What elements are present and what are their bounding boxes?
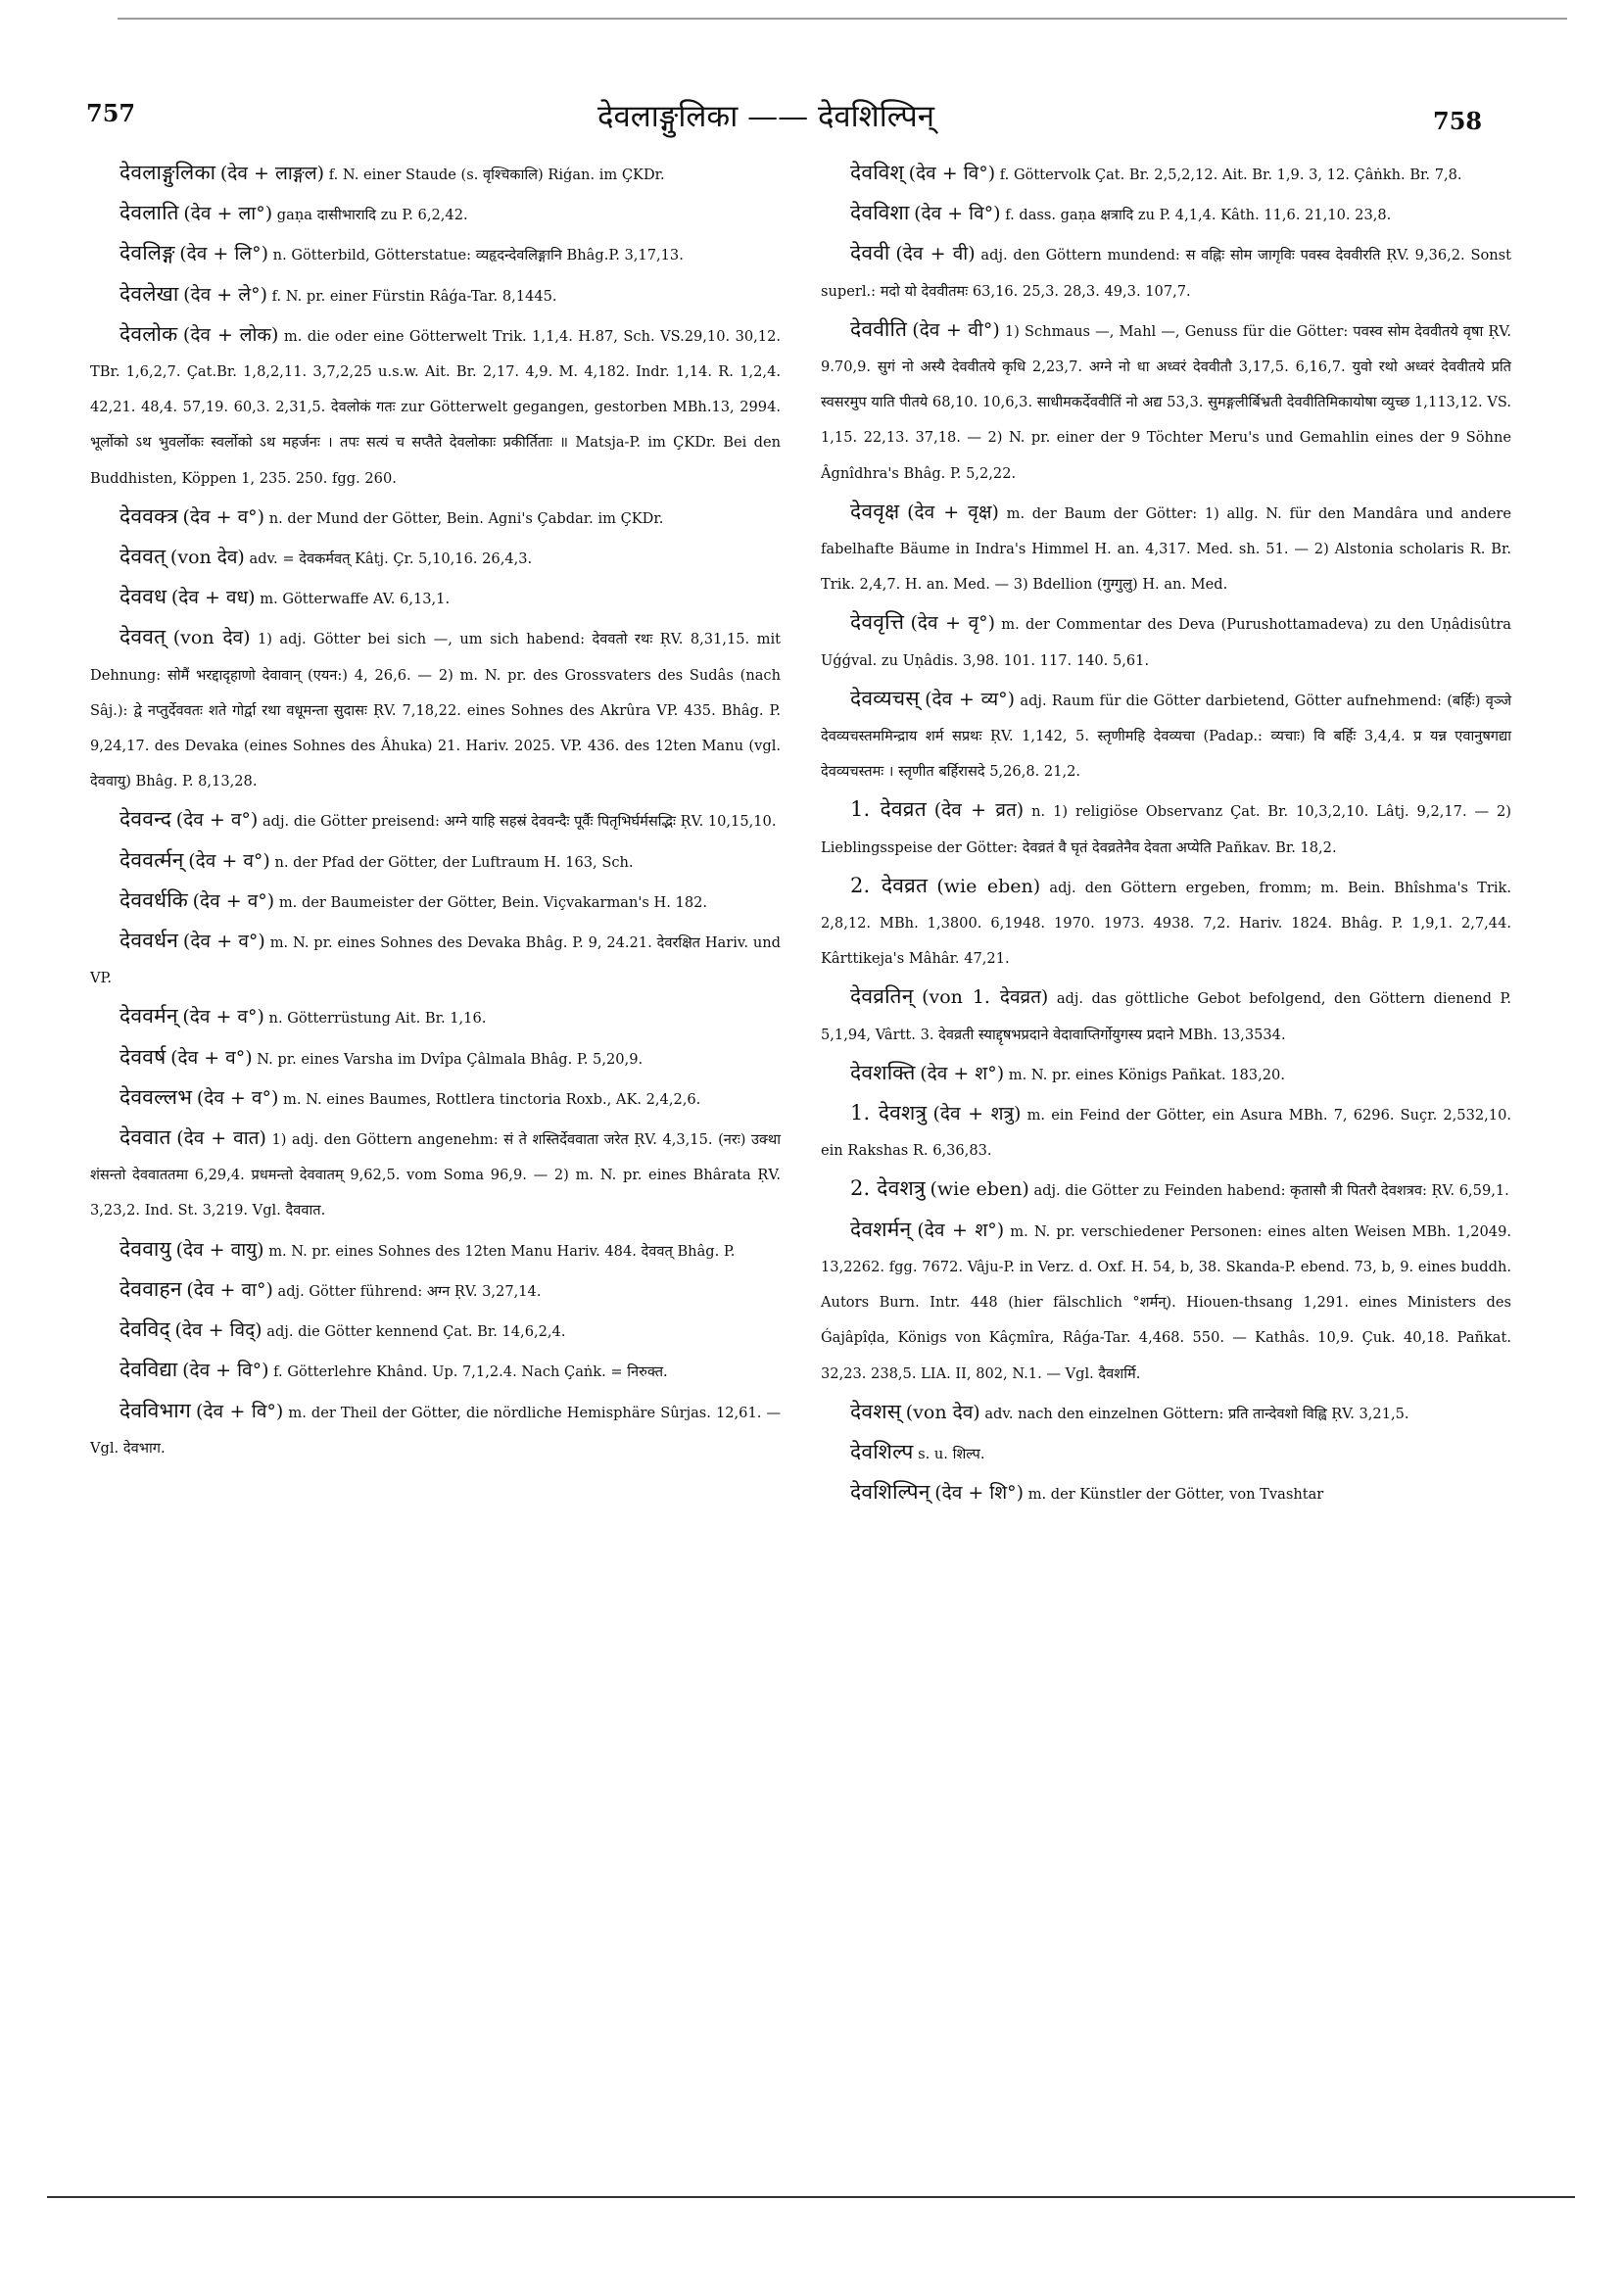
entry-headword: देववर्धकि — [119, 887, 188, 912]
entry-headword: देवविश् — [850, 161, 905, 184]
entry-definition: m. der Commentar des Deva (Purushottamadeva) zu den Uṇâdisûtra Uǵǵval. zu Uṇâdis. 3,98. 101. 117. 140. 5,61. — [821, 616, 1511, 669]
entry-etymology: (देव + व°) — [188, 849, 270, 872]
entry-etymology: (von देव) — [905, 1401, 980, 1423]
right-page-number: 758 — [1433, 107, 1483, 135]
entry-headword: देववीति — [850, 316, 908, 341]
entry-definition: adj. den Göttern ergeben, fromm; m. Bein. Bhîshma's Trik. 2,8,12. MBh. 1,3800. 6,1948. 1970. 1973. 4938. 7,2. Hariv. 1824. Bhâg. P. 1,9,1. 2,7,44. Kârttikeja's Mâhâr. 47,21. — [821, 879, 1512, 968]
entry-definition: m. der Baum der Götter: 1) allg. N. für den Mandâra und andere fabelhafte Bäume in Indra's Himmel H. an. 4,317. Med. sh. 51. — 2) Alstonia scholaris R. Br. Trik. 2,4,7. H. an. Med. — 3) Bdellion (गुग्गुलु) H. an. Med. — [821, 504, 1512, 594]
dictionary-entry — [821, 195, 1511, 233]
entry-definition: 1) Schmaus —, Mahl —, Genuss für die Götter: पवस्व सोम देववीतये वृषा ṚV. 9.70,9. सुगं नो अस्यै देववीतये कृधि 2,23,7. अग्ने नो धा अध्वरं देववीतौ 3,17,5. 6,16,7. युवो रथो अध्वरं देववीतये प्रति स्वसरमुप याति पीतये 68,10. 10,6,3. साधीमकर्देववीतिं नो अद्य 53,3. सुमङ्गलीर्बिभ्रती देववीतिमिकायोषा व्युच्छ 1,113,12. VS. 1,15. 22,13. 37,18. — 2) N. pr. einer der 9 Töchter Meru's und Gemahlin eines der 9 Söhne Âgnîdhra's Bhâg. P. 5,2,22. — [821, 322, 1511, 482]
entry-etymology: (देव + शि°) — [934, 1482, 1025, 1505]
entry-headword: देववर्मन् — [119, 1004, 178, 1028]
dictionary-entry — [90, 998, 781, 1036]
entry-headword: देववक्त्र — [119, 503, 178, 528]
entry-etymology: (देव + वि°) — [914, 203, 1001, 225]
dictionary-entry — [90, 1231, 781, 1269]
dictionary-entry — [90, 276, 781, 314]
entry-etymology: (देव + ले°) — [183, 283, 267, 306]
entry-headword: देवव्यचस् — [850, 686, 920, 710]
entry-etymology: (देव + व्य°) — [925, 688, 1016, 710]
entry-etymology: (देव + वात) — [176, 1127, 266, 1150]
entry-headword: देववल्लभ — [119, 1084, 193, 1109]
entry-definition: f. Göttervolk Çat. Br. 2,5,2,12. Ait. Br. 1,9. 3, 12. Çâṅkh. Br. 7,8. — [999, 167, 1462, 183]
entry-definition: m. die oder eine Götterwelt Trik. 1,1,4. H.87, Sch. VS.29,10. 30,12. TBr. 1,6,2,7. Çat.Br. 1,8,2,11. 3,7,2,25 u.s.w. Ait. Br. 2,17. 4,9. M. 4,182. Indr. 1,14. R. 1,2,4. 42,21. 48,4. 57,19. 60,3. 2,31,5. देवलोकं गतः zur Götterwelt gegangen, gestorben MBh.13, 2994. भूर्लोको ऽथ भुवर्लोकः स्वर्लोको ऽथ महर्जनः । तपः सत्यं च सप्तैते देवलोकाः प्रकीर्तिताः ॥ Matsja-P. im ÇKDr. Bei den Buddhisten, Köppen 1, 235. 250. fgg. 260. — [90, 327, 782, 487]
entry-definition: gaṇa दासीभारादि zu P. 6,2,42. — [276, 207, 468, 224]
entry-definition: m. Götterwaffe AV. 6,13,1. — [260, 591, 451, 608]
entry-etymology: (von देव) — [172, 627, 251, 649]
dictionary-entry — [90, 235, 781, 273]
dictionary-entry — [821, 155, 1511, 193]
entry-headword: देववर्ष — [119, 1044, 167, 1069]
entry-etymology: (von देव) — [169, 547, 245, 569]
entry-definition: adj. das göttliche Gebot befolgend, den Göttern dienend P. 5,1,94, Vârtt. 3. देवव्रती स्याद्दृषभप्रदाने वेदावाप्तिर्गोयुगस्य प्रदाने MBh. 13,3534. — [821, 990, 1512, 1043]
entry-headword: देवलिङ्ग — [119, 241, 175, 265]
entry-headword: 2. देवशत्रु — [850, 1176, 926, 1201]
entry-etymology: (देव + व°) — [170, 1046, 253, 1069]
dictionary-entry — [821, 235, 1511, 309]
entry-etymology: (देव + वी) — [895, 243, 976, 265]
entry-etymology: (देव + व°) — [196, 1086, 279, 1109]
entry-headword: देववी — [850, 241, 890, 265]
entry-definition: f. dass. gaṇa क्षत्रादि zu P. 4,1,4. Kâth. 11,6. 21,10. 23,8. — [1005, 207, 1392, 224]
running-head: देवलाङ्गुलिका —— देवशिल्पिन् — [597, 99, 934, 134]
entry-etymology: (देव + व°) — [182, 1006, 264, 1028]
entry-headword: देवव्रतिन् — [850, 984, 914, 1009]
top-scan-edge — [118, 18, 1567, 20]
entry-etymology: (देव + श°) — [920, 1062, 1005, 1084]
entry-definition: f. N. einer Staude (s. वृश्चिकालि) Riǵan. im ÇKDr. — [328, 167, 665, 183]
entry-headword: देववन्द — [119, 807, 172, 832]
entry-headword: देवलेखा — [119, 281, 179, 306]
entry-headword: 1. देवव्रत — [850, 797, 927, 822]
entry-etymology: (देव + वायु) — [175, 1238, 264, 1261]
dictionary-entry — [90, 619, 781, 799]
entry-etymology: (देव + व्रत) — [933, 799, 1025, 822]
dictionary-entry — [821, 791, 1511, 865]
entry-headword: देवशस् — [850, 1399, 902, 1423]
entry-definition: adj. den Göttern mundend: स वह्निः सोम जागृविः पवस्व देववीरति ṚV. 9,36,2. Sonst superl.: मदो यो देववीतमः 63,16. 25,3. 28,3. 49,3. 107,7. — [821, 247, 1512, 300]
entry-definition: 1) adj. den Göttern angenehm: सं ते शस्तिर्देववाता जरेत ṚV. 4,3,15. (नरः) उक्था शंसन्तो देववाततमा 6,29,4. प्रधमन्तो देववातम् 9,62,5. vom Soma 96,9. — 2) m. N. pr. eines Bhârata ṚV. 3,23,2. Ind. St. 3,219. Vgl. दैववात. — [90, 1131, 782, 1220]
dictionary-entry — [821, 1055, 1511, 1093]
entry-headword: देवलोक — [119, 321, 178, 346]
entry-definition: N. pr. eines Varsha im Dvîpa Çâlmala Bhâg. P. 5,20,9. — [257, 1050, 644, 1068]
dictionary-entry — [90, 923, 781, 996]
entry-etymology: (देव + व°) — [175, 809, 259, 832]
entry-etymology: (देव + व°) — [182, 505, 265, 528]
dictionary-entry — [821, 1212, 1511, 1392]
entry-headword: देववायु — [119, 1236, 171, 1261]
dictionary-entry — [90, 579, 781, 617]
dictionary-entry — [821, 1474, 1511, 1512]
entry-etymology: (देव + वी°) — [912, 318, 1000, 341]
entry-definition: s. u. शिल्प. — [918, 1445, 985, 1462]
dictionary-entry — [821, 604, 1511, 678]
right-column — [821, 155, 1511, 1514]
entry-headword: देववात — [119, 1125, 171, 1150]
entry-headword: देवविद्या — [119, 1358, 178, 1382]
entry-etymology: (देव + वि°) — [196, 1400, 284, 1422]
dictionary-entry — [90, 316, 781, 497]
dictionary-entry — [90, 883, 781, 921]
entry-headword: 1. देवशत्रु — [850, 1101, 928, 1125]
entry-etymology: (देव + विद्) — [174, 1319, 262, 1342]
dictionary-entry — [90, 1079, 781, 1118]
entry-definition: m. der Theil der Götter, die nördliche Hemisphäre Sûrjas. 12,61. — Vgl. देवभाग. — [90, 1404, 782, 1457]
entry-headword: देवविभाग — [119, 1398, 191, 1422]
entry-etymology: (देव + श°) — [917, 1219, 1005, 1241]
entry-etymology: (wie eben) — [930, 1178, 1029, 1201]
entry-etymology: (देव + वि°) — [908, 163, 996, 184]
dictionary-entry — [90, 1393, 781, 1466]
entry-headword: देववाहन — [119, 1276, 182, 1301]
entry-definition: m. N. pr. eines Sohnes des 12ten Manu Hariv. 484. देववत् Bhâg. P. — [268, 1242, 736, 1260]
entry-definition: adv. nach den einzelnen Göttern: प्रति तान्देवशो विह्वि ṚV. 3,21,5. — [984, 1405, 1409, 1422]
dictionary-entry — [90, 1312, 781, 1350]
dictionary-entry — [90, 155, 781, 193]
dictionary-entry — [90, 1271, 781, 1310]
dictionary-entry — [821, 494, 1511, 603]
entry-etymology: (देव + ला°) — [183, 203, 273, 225]
entry-headword: देवविशा — [850, 201, 910, 225]
entry-definition: m. N. pr. eines Sohnes des Devaka Bhâg. P. 9, 24.21. देवरक्षित Hariv. und VP. — [90, 934, 782, 987]
dictionary-entry — [821, 681, 1511, 790]
entry-headword: देवलाति — [119, 201, 179, 225]
left-page-number: 757 — [86, 99, 136, 127]
entry-definition: m. der Baumeister der Götter, Bein. Viçvakarman's H. 182. — [278, 893, 708, 911]
entry-definition: f. N. pr. einer Fürstin Râǵa-Tar. 8,1445. — [271, 287, 557, 305]
entry-etymology: (देव + व°) — [192, 889, 275, 912]
entry-definition: n. 1) religiöse Observanz Çat. Br. 10,3,2,10. Lâtj. 9,2,17. — 2) Lieblingsspeise der Götter: देवव्रतं वै घृतं देवव्रतेनैव देवता अप्येति Pañkav. Br. 18,2. — [821, 803, 1512, 856]
entry-definition: f. Götterlehre Khând. Up. 7,1,2.4. Nach Çaṅk. = निरुक्त. — [273, 1363, 668, 1381]
dictionary-entry — [90, 842, 781, 881]
entry-etymology: (देव + वा°) — [186, 1278, 273, 1301]
entry-headword: देवशर्मन् — [850, 1217, 912, 1241]
entry-headword: देवविद् — [119, 1317, 170, 1342]
entry-etymology: (देव + व°) — [182, 931, 265, 953]
dictionary-entry — [90, 1352, 781, 1390]
entry-etymology: (wie eben) — [936, 875, 1041, 897]
entry-definition: m. N. pr. verschiedener Personen: eines alten Weisen MBh. 1,2049. 13,2262. fgg. 7672. Vâju-P. in Verz. d. Oxf. H. 54, b, 38. Skanda-P. ebend. 73, b, 9. eines buddh. Autors Burn. Intr. 448 (hier fälschlich °शर्मन्). Hiouen-thsang 1,291. eines Ministers des Ǵajâpîḍa, Königs von Kâçmîra, Râǵa-Tar. 4,468. 550. — Kathâs. 10,9. Çuk. 40,18. Pañkat. 32,23. 238,5. LIA. II, 802, N.1. — Vgl. दैवशर्मि. — [821, 1222, 1511, 1382]
dictionary-entry — [821, 1171, 1511, 1209]
dictionary-entry — [90, 539, 781, 577]
left-column — [90, 155, 781, 1468]
entry-definition: n. Götterrüstung Ait. Br. 1,16. — [268, 1010, 487, 1028]
entry-definition: m. ein Feind der Götter, ein Asura MBh. 7, 6296. Suçr. 2,532,10. ein Rakshas R. 6,36,83. — [821, 1107, 1512, 1160]
entry-definition: m. N. pr. eines Königs Pañkat. 183,20. — [1008, 1066, 1285, 1083]
entry-etymology: (देव + लि°) — [179, 243, 269, 265]
entry-headword: देववर्धन — [119, 929, 179, 953]
entry-headword: देववध — [119, 585, 167, 609]
entry-etymology: (देव + वृ°) — [910, 612, 996, 635]
entry-definition: adj. Raum für die Götter darbietend, Götter aufnehmend: (बर्हिः) वृञ्जे देवव्यचस्तममिन्द्राय शर्म सप्रथः ṚV. 1,142, 5. स्तृणीमहि देवव्यचा (Padap.: व्यचाः) वि बर्हिः 3,4,4. प्र यन्न एवानुषगद्या देवव्यचस्तमः । स्तृणीत बर्हिरासदे 5,26,8. 21,2. — [821, 692, 1512, 781]
dictionary-entry — [821, 979, 1511, 1052]
entry-definition: adj. Götter führend: अग्न ṚV. 3,27,14. — [277, 1282, 542, 1300]
entry-definition: n. Götterbild, Götterstatue: व्यहृदन्देवलिङ्गानि Bhâg.P. 3,17,13. — [272, 247, 684, 264]
entry-headword: देववत् — [119, 625, 167, 649]
entry-definition: n. der Pfad der Götter, der Luftraum H. 163, Sch. — [274, 853, 634, 871]
entry-definition: adj. die Götter kennend Çat. Br. 14,6,2,4. — [266, 1323, 566, 1341]
entry-headword: 2. देवव्रत — [850, 873, 929, 897]
entry-headword: देववत् — [119, 545, 167, 569]
entry-headword: देववृत्ति — [850, 610, 905, 635]
entry-definition: adv. = देवकर्मवत् Kâtj. Çr. 5,10,16. 26,4,3. — [249, 550, 533, 568]
dictionary-entry — [90, 1120, 781, 1229]
entry-etymology: (देव + वध) — [170, 587, 256, 609]
entry-etymology: (von 1. देवव्रत) — [922, 986, 1049, 1009]
page-header — [0, 93, 1622, 142]
bottom-rule — [47, 2196, 1575, 2198]
dictionary-entry — [90, 195, 781, 233]
dictionary-entry — [821, 311, 1511, 492]
entry-definition: adj. die Götter preisend: अग्ने याहि सहस्रं देववन्दैः पूर्वैः पितृभिर्घर्मसद्भिः ṚV. 10,15,10. — [262, 813, 777, 831]
entry-headword: देवलाङ्गुलिका — [119, 161, 216, 184]
entry-definition: 1) adj. Götter bei sich —, um sich habend: देववतो रथः ṚV. 8,31,15. mit Dehnung: सोमैं भरद्दादृहाणो देवावान् (एयन:) 4, 26,6. — 2) m. N. pr. des Grossvaters des Sudâs (nach Sâj.): द्वे नप्तुर्देववतः शते गोर्द्वा रथा वधूमन्ता सुदासः ṚV. 7,18,22. eines Sohnes des Akrûra VP. 435. Bhâg. P. 9,24,17. des Devaka (eines Sohnes des Âhuka) 21. Hariv. 2025. VP. 436. des 12ten Manu (vgl. देववायु) Bhâg. P. 8,13,28. — [90, 631, 781, 790]
dictionary-entry — [90, 1039, 781, 1077]
dictionary-entry — [90, 801, 781, 839]
entry-headword: देववर्त्मन् — [119, 847, 184, 872]
dictionary-entry — [90, 499, 781, 537]
entry-etymology: (देव + लोक) — [182, 323, 279, 346]
entry-etymology: (देव + लाङ्गल) — [219, 163, 325, 184]
entry-etymology: (देव + वृक्ष) — [907, 501, 999, 523]
entry-headword: देवशिल्प — [850, 1439, 914, 1463]
entry-definition: m. der Künstler der Götter, von Tvashtar — [1027, 1486, 1324, 1504]
entry-headword: देववृक्ष — [850, 499, 900, 523]
dictionary-entry — [821, 868, 1511, 978]
entry-headword: देवशक्ति — [850, 1060, 916, 1084]
dictionary-entry — [821, 1434, 1511, 1472]
dictionary-entry — [821, 1095, 1511, 1169]
entry-etymology: (देव + वि°) — [182, 1360, 269, 1382]
entry-headword: देवशिल्पिन् — [850, 1480, 930, 1505]
entry-definition: adj. die Götter zu Feinden habend: कृतासौ त्री पितरौ देवशत्रव: ṚV. 6,59,1. — [1033, 1182, 1509, 1200]
entry-definition: n. der Mund der Götter, Bein. Agni's Çabdar. im ÇKDr. — [268, 509, 664, 527]
dictionary-entry — [821, 1394, 1511, 1432]
entry-etymology: (देव + शत्रु) — [932, 1103, 1022, 1125]
entry-definition: m. N. eines Baumes, Rottlera tinctoria Roxb., AK. 2,4,2,6. — [283, 1090, 701, 1108]
